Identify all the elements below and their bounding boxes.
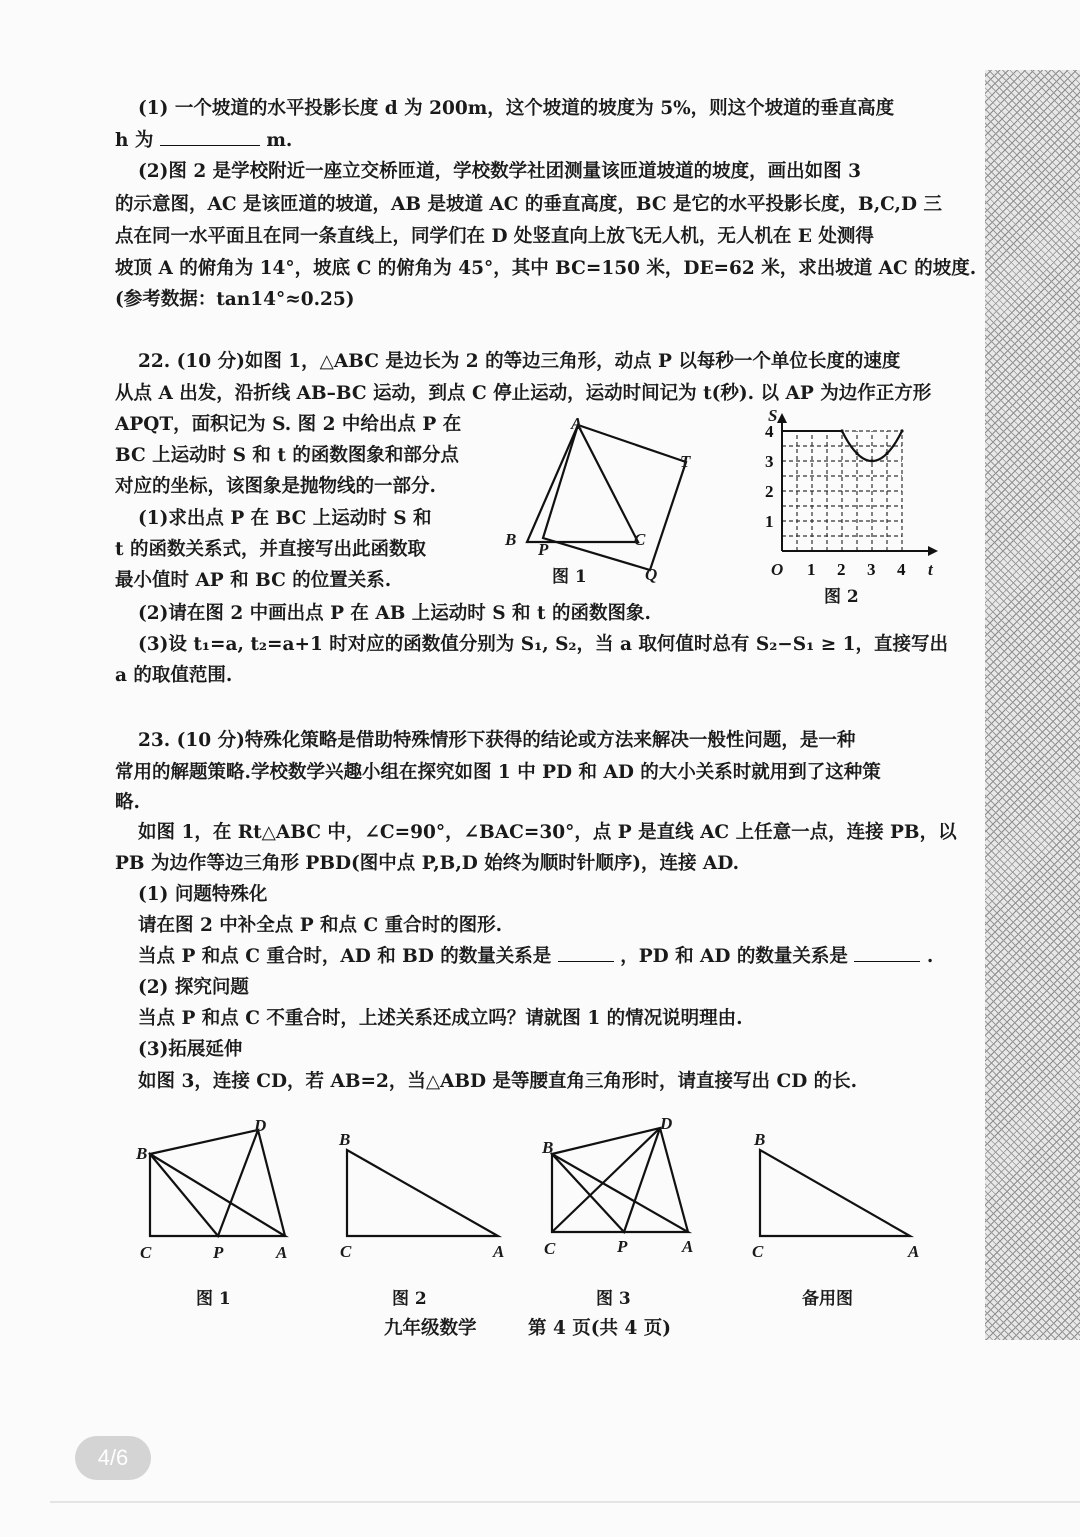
q21-part1-line1: (1) 一个坡道的水平投影长度 d 为 200m，这个坡道的坡度为 5%，则这个坡道的垂直高度 (138, 98, 895, 119)
point-label: T (680, 452, 691, 471)
page-edge-pattern (985, 70, 1080, 1340)
point-label: C (340, 1242, 352, 1261)
spare-triangle-abc (760, 1150, 910, 1236)
q23-step1b-text: ，PD 和 AD 的数量关系是 (620, 946, 848, 967)
fig3-segment-cd (552, 1128, 660, 1232)
data-point (870, 459, 873, 462)
triangle-abc (527, 425, 638, 542)
fig3-segment-ad (660, 1128, 688, 1232)
figure-caption: 图 2 (392, 1289, 427, 1309)
q22-left-line: 对应的坐标，该图象是抛物线的一部分. (115, 476, 436, 497)
data-point (900, 429, 903, 432)
point-label: P (213, 1243, 224, 1262)
point-label: C (752, 1242, 764, 1261)
fig1-triangle-abc (150, 1154, 285, 1236)
q21-unit: m. (266, 130, 293, 151)
point-label: B (542, 1138, 554, 1157)
point-label: A (276, 1243, 288, 1262)
x-axis-arrow (928, 546, 938, 556)
y-tick-label: 2 (765, 482, 774, 501)
q23-line5: PB 为边作等边三角形 PBD(图中点 P,B,D 始终为顺时针顺序)，连接 AD. (115, 853, 740, 874)
q23-step1b (138, 946, 933, 968)
q23-heading2: (2) 探究问题 (138, 977, 249, 998)
q21-part2-line: 坡顶 A 的俯角为 14°，坡底 C 的俯角为 45°，其中 BC=150 米，DE=62 米，求出坡道 AC 的坡度. (115, 258, 977, 279)
q23-step3: 如图 3，连接 CD，若 AB=2，当△ABD 是等腰直角三角形时，请直接写出 CD 的长. (138, 1071, 858, 1092)
fig1-segment-ad (258, 1130, 285, 1236)
q22-line2: 从点 A 出发，沿折线 AB–BC 运动，到点 C 停止运动，运动时间记为 t(秒). 以 AP 为边作正方形 (115, 383, 932, 404)
footer-subject: 九年级数学 (384, 1318, 477, 1339)
q22-fig2-chart (760, 405, 945, 580)
figure-caption: 图 1 (196, 1289, 231, 1309)
data-point (885, 452, 888, 455)
x-tick-label: 1 (807, 560, 816, 579)
q22-left-line: (1)求出点 P 在 BC 上运动时 S 和 (138, 508, 432, 529)
answer-blank[interactable] (558, 947, 614, 962)
point-label: A (571, 414, 583, 433)
q21-reference-data: (参考数据：tan14°≈0.25) (115, 289, 355, 310)
q22-left-line: t 的函数关系式，并直接写出此函数取 (115, 539, 426, 560)
q22-left-line: APQT，面积记为 S. 图 2 中给出点 P 在 (115, 414, 462, 435)
figure-caption: 备用图 (802, 1289, 853, 1309)
q21-part1-line2 (115, 130, 292, 152)
q22-fig1-diagram (500, 410, 710, 585)
point-label: B (505, 530, 517, 549)
x-axis-label: t (928, 560, 933, 579)
q21-part2-line: (2)图 2 是学校附近一座立交桥匝道，学校数学社团测量该匝道坡道的坡度，画出如图 3 (138, 161, 861, 182)
footer-page-number: 第 4 页(共 4 页) (528, 1318, 672, 1339)
fig1-triangle-pbd (150, 1130, 258, 1236)
q23-step2: 当点 P 和点 C 不重合时，上述关系还成立吗？请就图 1 的情况说明理由. (138, 1008, 743, 1029)
point-label: C (544, 1239, 556, 1258)
q22-part3-line2: a 的取值范围. (115, 665, 233, 686)
q22-line1: 22. (10 分)如图 1，△ABC 是边长为 2 的等边三角形，动点 P 以每秒一个单位长度的速度 (138, 351, 901, 372)
point-label: D (254, 1116, 267, 1135)
answer-blank[interactable] (160, 131, 260, 146)
point-label: A (908, 1242, 920, 1261)
q22-part2: (2)请在图 2 中画出点 P 在 AB 上运动时 S 和 t 的函数图象. (138, 603, 651, 624)
point-label: A (493, 1242, 505, 1261)
q21-part2-line: 的示意图，AC 是该匝道的坡道，AB 是坡道 AC 的垂直高度，BC 是它的水平投影长度，B,C,D 三 (115, 194, 942, 215)
fig2-triangle-abc (347, 1150, 498, 1236)
figure-caption: 图 2 (824, 587, 859, 607)
q23-line3: 略. (115, 792, 140, 813)
x-tick-label: 2 (837, 560, 846, 579)
y-tick-label: 4 (765, 422, 774, 441)
q23-line4: 如图 1，在 Rt△ABC 中，∠C=90°，∠BAC=30°，点 P 是直线 AC 上任意一点，连接 PB，以 (138, 822, 957, 843)
point-label: Q (645, 565, 658, 584)
answer-blank[interactable] (854, 947, 920, 962)
point-label: B (339, 1130, 351, 1149)
y-tick-label: 1 (765, 512, 774, 531)
point-label: D (660, 1114, 673, 1133)
q23-line1: 23. (10 分)特殊化策略是借助特殊情形下获得的结论或方法来解决一般性问题，是一种 (138, 730, 856, 751)
data-point (840, 429, 843, 432)
q21-h-label: h 为 (115, 130, 154, 151)
point-label: P (617, 1237, 628, 1256)
y-axis-label: S (768, 406, 778, 425)
q22-part3-line1: (3)设 t₁=a, t₂=a+1 时对应的函数值分别为 S₁, S₂，当 a 取何值时总有 S₂−S₁ ≥ 1，直接写出 (138, 634, 949, 655)
q23-figures (140, 1120, 940, 1260)
bottom-divider (50, 1501, 1080, 1503)
q23-step1b-text: . (926, 946, 934, 967)
x-tick-label: 4 (897, 560, 906, 579)
figure-caption: 图 1 (552, 567, 587, 587)
q23-heading3: (3)拓展延伸 (138, 1039, 243, 1060)
point-label: C (140, 1243, 152, 1262)
origin-label: O (771, 560, 784, 579)
y-axis-arrow (777, 413, 787, 423)
q23-heading1: (1) 问题特殊化 (138, 884, 268, 905)
q21-part2-line: 点在同一水平面且在同一条直线上，同学们在 D 处竖直向上放飞无人机，无人机在 E 处测得 (115, 226, 874, 247)
x-tick-label: 3 (867, 560, 876, 579)
figure-caption: 图 3 (596, 1289, 631, 1309)
q22-left-line: 最小值时 AP 和 BC 的位置关系. (115, 570, 392, 591)
q23-step1a: 请在图 2 中补全点 P 和点 C 重合时的图形. (138, 915, 503, 936)
q23-step1b-text: 当点 P 和点 C 重合时，AD 和 BD 的数量关系是 (138, 946, 552, 967)
page-indicator[interactable]: 4/6 (75, 1436, 151, 1480)
data-point (855, 452, 858, 455)
q23-line2: 常用的解题策略.学校数学兴趣小组在探究如图 1 中 PD 和 AD 的大小关系时就用到了这种策 (115, 762, 881, 783)
point-label: P (538, 540, 549, 559)
point-label: B (754, 1130, 766, 1149)
y-tick-label: 3 (765, 452, 774, 471)
point-label: B (136, 1144, 148, 1163)
point-label: C (634, 530, 646, 549)
q22-left-line: BC 上运动时 S 和 t 的函数图象和部分点 (115, 445, 459, 466)
point-label: A (682, 1237, 694, 1256)
